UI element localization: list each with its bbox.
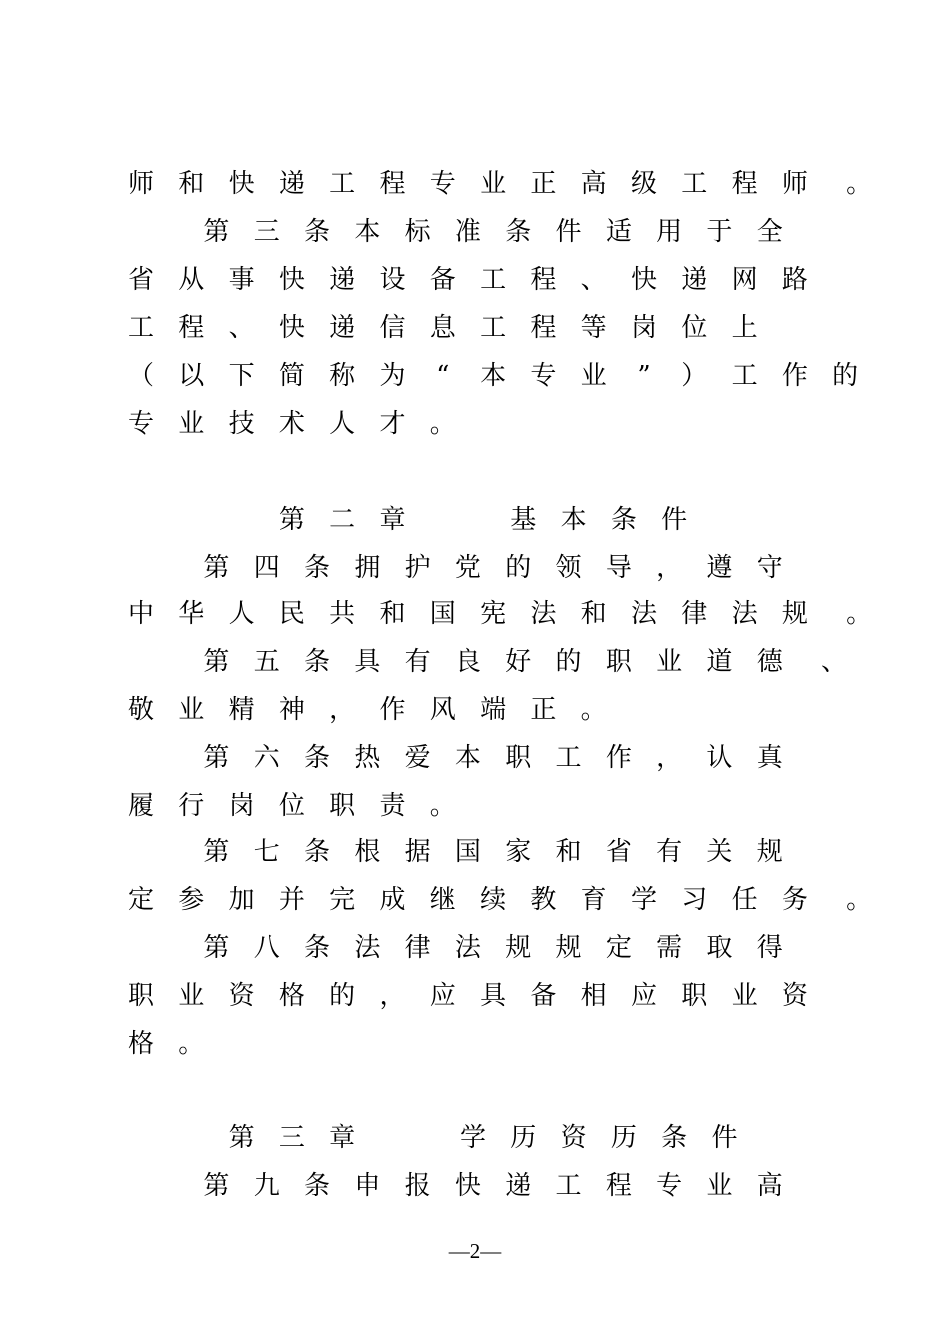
text-char: 简: [278, 361, 305, 391]
text-char: 根: [354, 837, 381, 867]
text-char: 作: [781, 361, 808, 391]
text-char: 。: [846, 599, 873, 629]
article-number-char: 第: [203, 217, 230, 247]
article-line: [0, 836, 950, 884]
article-number-char: 五: [253, 647, 280, 677]
text-char: 位: [681, 313, 708, 343]
page-number: —2—: [448, 1239, 502, 1263]
text-char: ）: [681, 361, 708, 391]
text-char: 快: [278, 313, 305, 343]
text-char: 据: [404, 837, 431, 867]
text-char: 高: [756, 1171, 783, 1201]
text-char: 省: [127, 265, 154, 295]
text-char: 规: [781, 599, 808, 629]
text-char: 有: [656, 837, 683, 867]
text-char: 业: [656, 647, 683, 677]
text-char: 称: [329, 361, 356, 391]
article-line: [0, 552, 950, 600]
text-char: 程: [731, 169, 758, 199]
text-char: 递: [505, 1171, 532, 1201]
text-char: “: [436, 361, 450, 391]
text-char: 技: [228, 409, 255, 439]
text-char: 本: [454, 743, 481, 773]
text-char: 于: [706, 217, 733, 247]
text-char: 格: [127, 1029, 154, 1059]
chapter-char: 章: [329, 1123, 356, 1153]
article-line: [0, 742, 950, 790]
text-char: 申: [354, 1171, 381, 1201]
text-char: 正: [530, 695, 557, 725]
chapter-char: 资: [560, 1123, 587, 1153]
text-char: 工: [480, 313, 507, 343]
text-char: 党: [454, 553, 481, 583]
article-line: [0, 216, 950, 264]
text-char: 学: [630, 885, 657, 915]
text-char: 本: [480, 361, 507, 391]
text-char: 作: [605, 743, 632, 773]
text-char: 育: [580, 885, 607, 915]
text-char: 快: [278, 265, 305, 295]
article-number-char: 条: [304, 933, 331, 963]
chapter-char: 条: [661, 1123, 688, 1153]
chapter-char: 历: [610, 1123, 637, 1153]
text-char: 作: [379, 695, 406, 725]
text-char: 业: [178, 695, 205, 725]
text-char: 真: [756, 743, 783, 773]
text-char: 共: [329, 599, 356, 629]
chapter-char: 本: [560, 505, 587, 535]
body-line: [0, 360, 950, 408]
text-char: 工: [480, 265, 507, 295]
text-char: 成: [379, 885, 406, 915]
text-char: 护: [404, 553, 431, 583]
article-number-char: 第: [203, 743, 230, 773]
text-char: 法: [454, 933, 481, 963]
text-char: 条: [505, 217, 532, 247]
text-char: ”: [637, 361, 651, 391]
text-char: 网: [731, 265, 758, 295]
chapter-char: 章: [379, 505, 406, 535]
text-char: 。: [178, 1029, 205, 1059]
text-char: 中: [127, 599, 154, 629]
text-char: 备: [429, 265, 456, 295]
text-char: 爱: [404, 743, 431, 773]
text-char: 遵: [706, 553, 733, 583]
text-char: 和: [580, 599, 607, 629]
text-char: 良: [454, 647, 481, 677]
text-char: ，: [656, 553, 683, 583]
text-char: 专: [656, 1171, 683, 1201]
text-char: 国: [454, 837, 481, 867]
chapter-char: 二: [329, 505, 356, 535]
text-char: 程: [605, 1171, 632, 1201]
text-char: 具: [480, 981, 507, 1011]
text-char: 业: [480, 169, 507, 199]
text-char: 认: [706, 743, 733, 773]
text-char: 标: [404, 217, 431, 247]
text-char: 事: [228, 265, 255, 295]
body-line: [0, 408, 950, 456]
text-char: 等: [580, 313, 607, 343]
text-char: 民: [278, 599, 305, 629]
article-line: [0, 932, 950, 980]
text-char: 件: [555, 217, 582, 247]
text-char: 。: [846, 885, 873, 915]
text-char: 业: [731, 981, 758, 1011]
text-char: 和: [379, 599, 406, 629]
text-char: 设: [379, 265, 406, 295]
body-line: [0, 790, 950, 838]
chapter-char: 条: [610, 505, 637, 535]
text-char: 规: [756, 837, 783, 867]
text-char: 快: [228, 169, 255, 199]
article-number-char: 七: [253, 837, 280, 867]
text-char: 律: [404, 933, 431, 963]
text-char: 人: [228, 599, 255, 629]
body-line: [0, 168, 950, 216]
text-char: 和: [178, 169, 205, 199]
article-number-char: 九: [253, 1171, 280, 1201]
text-char: 、: [580, 265, 607, 295]
text-char: 法: [731, 599, 758, 629]
text-char: 道: [706, 647, 733, 677]
text-char: 法: [630, 599, 657, 629]
text-char: 的: [832, 361, 859, 391]
text-char: 程: [379, 169, 406, 199]
text-char: 正: [530, 169, 557, 199]
text-char: 递: [681, 265, 708, 295]
text-char: 工: [127, 313, 154, 343]
text-char: 师: [781, 169, 808, 199]
text-char: ，: [656, 743, 683, 773]
text-char: 工: [731, 361, 758, 391]
text-char: 上: [731, 313, 758, 343]
text-char: 快: [454, 1171, 481, 1201]
text-char: 责: [379, 791, 406, 821]
text-char: 。: [846, 169, 873, 199]
text-char: 、: [228, 313, 255, 343]
text-char: 定: [605, 933, 632, 963]
chapter-char: 件: [711, 1123, 738, 1153]
text-char: 业: [178, 409, 205, 439]
text-char: （: [127, 361, 154, 391]
text-char: 本: [354, 217, 381, 247]
body-line: [0, 980, 950, 1028]
text-char: 。: [429, 791, 456, 821]
text-char: 才: [379, 409, 406, 439]
text-char: 加: [228, 885, 255, 915]
text-char: 任: [731, 885, 758, 915]
text-char: 适: [605, 217, 632, 247]
text-char: 德: [756, 647, 783, 677]
article-number-char: 八: [253, 933, 280, 963]
text-char: 守: [756, 553, 783, 583]
text-char: 国: [429, 599, 456, 629]
text-char: 定: [127, 885, 154, 915]
text-char: 路: [781, 265, 808, 295]
text-char: 和: [555, 837, 582, 867]
text-char: 的: [505, 553, 532, 583]
text-char: 工: [555, 1171, 582, 1201]
text-char: 的: [555, 647, 582, 677]
article-line: [0, 1170, 950, 1218]
body-line: [0, 694, 950, 742]
text-char: 息: [429, 313, 456, 343]
chapter-char: 第: [228, 1123, 255, 1153]
text-char: 行: [178, 791, 205, 821]
text-char: 业: [580, 361, 607, 391]
text-char: 应: [429, 981, 456, 1011]
text-char: 精: [228, 695, 255, 725]
text-char: 级: [630, 169, 657, 199]
text-char: 取: [706, 933, 733, 963]
body-line: [0, 312, 950, 360]
text-char: 师: [127, 169, 154, 199]
text-char: 规: [555, 933, 582, 963]
text-char: 备: [530, 981, 557, 1011]
text-char: 完: [329, 885, 356, 915]
text-char: 热: [354, 743, 381, 773]
text-char: 专: [429, 169, 456, 199]
text-char: 务: [781, 885, 808, 915]
text-char: 敬: [127, 695, 154, 725]
text-char: 法: [354, 933, 381, 963]
text-char: 工: [329, 169, 356, 199]
chapter-char: 学: [459, 1123, 486, 1153]
text-char: 全: [756, 217, 783, 247]
text-char: 以: [178, 361, 205, 391]
text-char: 好: [505, 647, 532, 677]
text-char: 递: [278, 169, 305, 199]
chapter-char: 基: [510, 505, 537, 535]
article-number-char: 条: [304, 837, 331, 867]
text-char: ，: [329, 695, 356, 725]
text-char: 。: [580, 695, 607, 725]
text-char: 职: [681, 981, 708, 1011]
text-char: 递: [329, 313, 356, 343]
chapter-heading: [0, 504, 950, 552]
text-char: 报: [404, 1171, 431, 1201]
article-number-char: 第: [203, 1171, 230, 1201]
article-number-char: 第: [203, 553, 230, 583]
text-char: 的: [329, 981, 356, 1011]
text-char: 省: [605, 837, 632, 867]
text-char: 律: [681, 599, 708, 629]
body-line: [0, 884, 950, 932]
text-char: 工: [681, 169, 708, 199]
text-char: 递: [329, 265, 356, 295]
text-char: 位: [278, 791, 305, 821]
text-char: 职: [605, 647, 632, 677]
text-char: 得: [756, 933, 783, 963]
text-char: 具: [354, 647, 381, 677]
text-char: 参: [178, 885, 205, 915]
text-char: 风: [429, 695, 456, 725]
text-char: 继: [429, 885, 456, 915]
text-char: 程: [530, 265, 557, 295]
chapter-char: 件: [661, 505, 688, 535]
text-char: 。: [429, 409, 456, 439]
text-char: 人: [329, 409, 356, 439]
text-char: 岗: [630, 313, 657, 343]
article-number-char: 第: [203, 933, 230, 963]
text-char: 应: [630, 981, 657, 1011]
article-number-char: 第: [203, 837, 230, 867]
text-char: 规: [505, 933, 532, 963]
text-char: 快: [630, 265, 657, 295]
text-char: 宪: [480, 599, 507, 629]
text-char: 准: [454, 217, 481, 247]
text-char: 业: [706, 1171, 733, 1201]
text-char: 术: [278, 409, 305, 439]
body-line: [0, 1028, 950, 1076]
chapter-char: 三: [278, 1123, 305, 1153]
text-char: 相: [580, 981, 607, 1011]
text-char: 教: [530, 885, 557, 915]
text-char: 端: [480, 695, 507, 725]
text-char: 关: [706, 837, 733, 867]
chapter-char: 第: [278, 505, 305, 535]
text-char: 用: [656, 217, 683, 247]
text-char: 岗: [228, 791, 255, 821]
article-number-char: 条: [304, 217, 331, 247]
text-char: 华: [178, 599, 205, 629]
text-char: 、: [821, 647, 848, 677]
text-char: 下: [228, 361, 255, 391]
text-char: 神: [278, 695, 305, 725]
text-char: 程: [530, 313, 557, 343]
body-line: [0, 598, 950, 646]
text-char: 家: [505, 837, 532, 867]
text-char: 职: [127, 981, 154, 1011]
text-char: 法: [530, 599, 557, 629]
text-char: 导: [605, 553, 632, 583]
text-char: 履: [127, 791, 154, 821]
text-char: 业: [178, 981, 205, 1011]
text-char: 为: [379, 361, 406, 391]
text-char: 职: [329, 791, 356, 821]
article-number-char: 条: [304, 553, 331, 583]
article-number-char: 六: [253, 743, 280, 773]
text-char: 格: [278, 981, 305, 1011]
text-char: 拥: [354, 553, 381, 583]
text-char: 信: [379, 313, 406, 343]
article-number-char: 条: [304, 1171, 331, 1201]
article-number-char: 条: [304, 647, 331, 677]
article-number-char: 四: [253, 553, 280, 583]
chapter-char: 历: [510, 1123, 537, 1153]
text-char: 工: [555, 743, 582, 773]
chapter-heading: [0, 1122, 950, 1170]
text-char: 习: [681, 885, 708, 915]
text-char: 需: [656, 933, 683, 963]
text-char: ，: [379, 981, 406, 1011]
article-number-char: 三: [253, 217, 280, 247]
text-char: 职: [505, 743, 532, 773]
text-char: 领: [555, 553, 582, 583]
text-char: 专: [127, 409, 154, 439]
text-char: 从: [178, 265, 205, 295]
text-char: 程: [178, 313, 205, 343]
text-char: 资: [228, 981, 255, 1011]
article-line: [0, 646, 950, 694]
body-line: [0, 264, 950, 312]
text-char: 有: [404, 647, 431, 677]
text-char: 高: [580, 169, 607, 199]
text-char: 续: [480, 885, 507, 915]
text-char: 资: [781, 981, 808, 1011]
text-char: 并: [278, 885, 305, 915]
article-number-char: 第: [203, 647, 230, 677]
article-number-char: 条: [304, 743, 331, 773]
text-char: 专: [530, 361, 557, 391]
